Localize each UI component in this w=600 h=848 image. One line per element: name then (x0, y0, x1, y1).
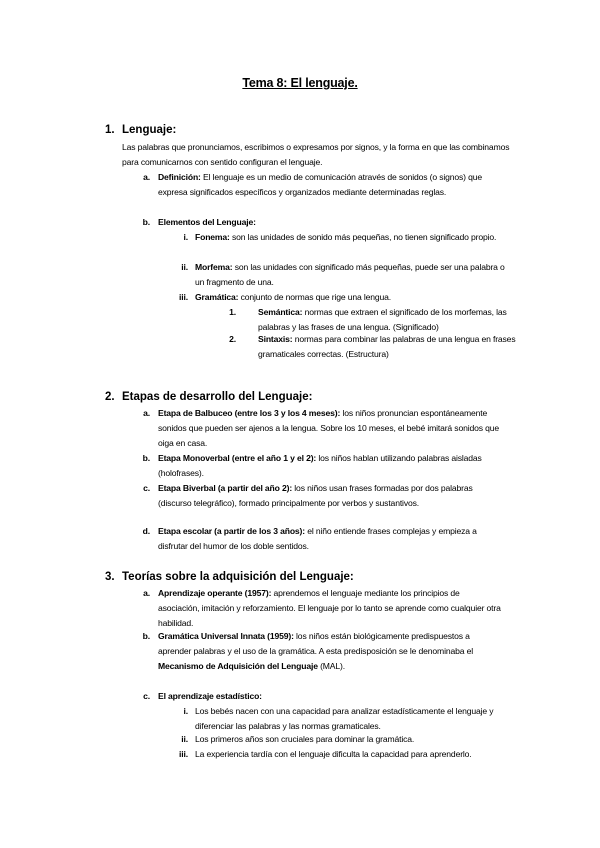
section-1-heading: 1. Lenguaje: (105, 124, 177, 136)
page-title: Tema 8: El lenguaje. (242, 76, 358, 90)
document-page: Tema 8: El lenguaje. 1. Lenguaje: Las palabras que pronunciamos, escribimos o expresamos por signos, y la forma en que las combinamos para comunicarnos con sentido configuran el lenguaje. a. Definición: El lenguaje es un medio de comunicación através de sonidos (o signos) que expresa significados específicos y organizados mediante determinadas reglas. b. Elementos del Lenguaje: i. Fonema: son las unidades de sonido más pequeñas, no tienen significado propio. ii. Morfema: son las unidades con significado más pequeñas, puede ser una palabra o un fragmento de una. iii. Gramática: conjunto de normas que rige una lengua. 1. Semántica: normas que extraen el significado de los morfemas, las palabras y las frases de una lengua. (Significado) 2. Sintaxis: normas para combinar las palabras de una lengua en frases gramaticales correctas. (Estructura) 2. Etapas de desarrollo del Lenguaje: a. Etapa de Balbuceo (entre los 3 y los 4 meses): los niños pronuncian espontáneamente sonidos que pueden ser ajenos a la lengua. Sobre los 10 meses, el bebé imitará sonidos que oiga en casa. b. Etapa Monoverbal (entre el año 1 y el 2): los niños hablan utilizando palabras aisladas (holofrases). c. Etapa Biverbal (a partir del año 2): los niños usan frases formadas por dos palabras (discurso telegráfico), formado principalmente por verbos y sustantivos. d. Etapa escolar (a partir de los 3 años): el niño entiende frases complejas y empieza a disfrutar del humor de los doble sentidos. 3. Teorías sobre la adquisición del Lenguaje: a. Aprendizaje operante (1957): aprendemos el lenguaje mediante los principios de asociación, imitación y reforzamiento. El lenguaje por lo tanto se aprende como cualquier otra habilidad. b. Gramática Universal Innata (1959): los niños están biológicamente predispuestos a aprender palabras y el uso de la gramática. A esta predisposición se le denominaba el Mecanismo de Adquisición del Lenguaje (MAL). c. El aprendizaje estadístico: i. Los bebés nacen con una capacidad para analizar estadísticamente el lenguaje y diferenciar las palabras y las normas gramaticales. ii. Los primeros años son cruciales para dominar la gramática. iii. La experiencia tardía con el lenguaje dificulta la capacidad para aprenderlo. (0, 0, 600, 848)
section-3-heading: 3. Teorías sobre la adquisición del Lenguaje: (105, 571, 354, 583)
section-2-heading: 2. Etapas de desarrollo del Lenguaje: (105, 391, 313, 403)
section-1-intro: Las palabras que pronunciamos, escribimos o expresamos por signos, y la forma en que las combinamos para comunicarnos con sentido configuran el lenguaje. (122, 142, 510, 167)
